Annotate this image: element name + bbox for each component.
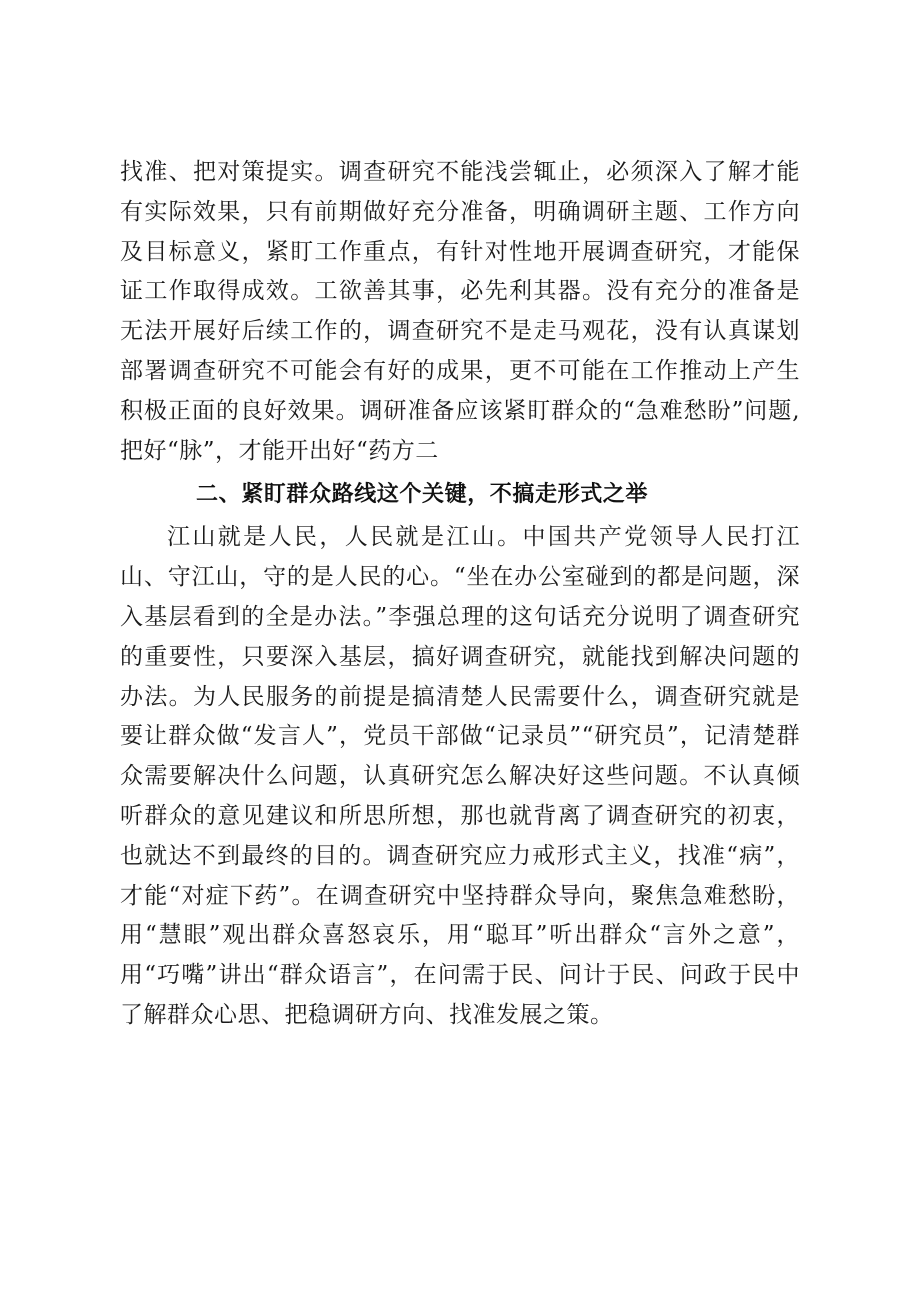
section-heading: 二、紧盯群众路线这个关键，不搞走形式之举 [196,482,649,508]
body-paragraph: 江山就是人民，人民就是江山。中国共产党领导人民打江山、守江山，守的是人民的心。“坐在办公室碰到的都是问题，深入基层看到的全是办法。”李强总理的这句话充分说明了调查研究的重要性，只要深入基层，搞好调查研究，就能找到解决问题的办法。为人民服务的前提是搞清楚人民需要什么，调查研究就是要让群众做“发言人”，党员干部做“记录员”“研究员”，记清楚群众需要解决什么问题，认真研究怎么解决好这些问题。不认真倾听群众的意见建议和所思所想，那也就背离了调查研究的初衷，也就达不到最终的目的。调查研究应力戒形式主义，找准“病”，才能“对症下药”。在调查研究中坚持群众导向，聚焦急难愁盼，用“慧眼”观出群众喜怒哀乐，用“聪耳”听出群众“言外之意”，用“巧嘴”讲出“群众语言”，在问需于民、问计于民、问政于民中了解群众心思、把稳调研方向、找准发展之策。 [120,524,800,1028]
body-paragraph-continued: 找准、把对策提实。调查研究不能浅尝辄止，必须深入了解才能有实际效果，只有前期做好充分准备，明确调研主题、工作方向及目标意义，紧盯工作重点，有针对性地开展调查研究，才能保证工作取得成效。工欲善其事，必先利其器。没有充分的准备是无法开展好后续工作的，调查研究不是走马观花，没有认真谋划部署调查研究不可能会有好的成果，更不可能在工作推动上产生积极正面的良好效果。调研准备应该紧盯群众的“急难愁盼”问题,把好“脉”，才能开出好“药方二 [120,159,800,464]
document-body [120,153,800,1036]
